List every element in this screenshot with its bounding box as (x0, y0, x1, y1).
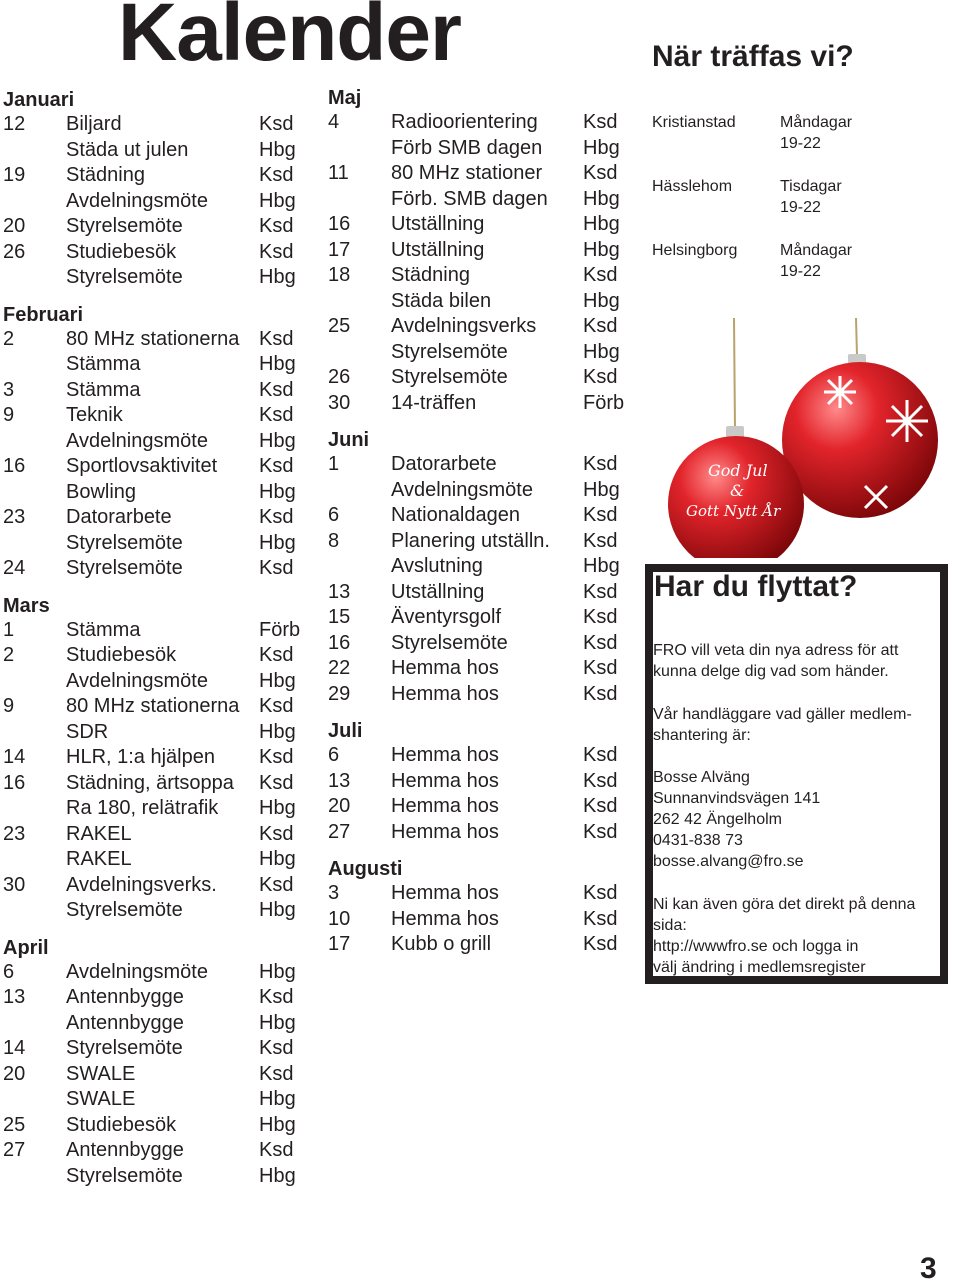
calendar-entry (328, 769, 638, 795)
entry-event: Städa bilen (391, 289, 492, 312)
entry-event: Studiebesök (66, 644, 177, 666)
entry-event: Datorarbete (66, 506, 172, 528)
entry-place: Ksd (583, 682, 618, 705)
calendar-entry (3, 480, 313, 506)
calendar-entry (3, 1036, 313, 1062)
calendar-entry (328, 503, 638, 529)
entry-event: Förb SMB dagen (391, 136, 543, 159)
calendar-entry (328, 391, 638, 417)
month-heading: Februari (3, 303, 84, 326)
month-heading: Maj (328, 87, 362, 109)
entry-place: Hbg (259, 669, 296, 692)
entry-event: Ra 180, relätrafik (66, 797, 219, 819)
entry-place: Ksd (259, 378, 294, 401)
entry-event: 80 MHz stationerna (66, 695, 240, 717)
entry-event: Antennbygge (66, 986, 184, 1008)
entry-event: Styrelsemöte (66, 266, 183, 288)
meeting-hours: 19-22 (780, 199, 821, 216)
entry-event: Avslutning (391, 555, 483, 577)
entry-event: Radioorientering (391, 111, 538, 133)
entry-place: Ksd (259, 822, 294, 845)
entry-place: Ksd (583, 580, 618, 603)
calendar-entry (3, 796, 313, 822)
entry-event: Styrelsemöte (66, 531, 183, 554)
entry-date: 24 (3, 557, 26, 579)
entry-event: Studiebesök (66, 1113, 177, 1136)
entry-event: Antennbygge (66, 1011, 184, 1034)
entry-place: Ksd (259, 215, 294, 237)
entry-place: Hbg (259, 1164, 296, 1187)
entry-place: Ksd (583, 315, 618, 337)
calendar-entry (3, 1087, 313, 1113)
entry-event: Hemma hos (391, 744, 499, 766)
entry-date: 20 (328, 795, 351, 817)
entry-date: 30 (328, 391, 351, 414)
entry-place: Ksd (583, 366, 618, 388)
entry-event: Hemma hos (391, 795, 499, 817)
entry-event: Hemma hos (391, 682, 499, 705)
contact-street: Sunnanvindsvägen 141 (653, 790, 821, 807)
entry-date: 16 (328, 213, 351, 235)
entry-event: Äventyrsgolf (391, 606, 502, 628)
calendar-entry (3, 138, 313, 164)
calendar-entry (3, 618, 313, 644)
entry-event: Datorarbete (391, 453, 497, 475)
entry-event: 80 MHz stationerna (66, 327, 240, 350)
entry-event: Sportlovsaktivitet (66, 455, 218, 477)
moved-notice-web: Ni kan även göra det direkt på denna sida: (653, 896, 916, 934)
entry-event: Hemma hos (391, 820, 499, 843)
entry-place: Hbg (259, 1113, 296, 1136)
entry-place: Ksd (583, 882, 618, 904)
entry-event: Avdelningsmöte (66, 669, 208, 692)
entry-date: 2 (3, 644, 15, 666)
entry-date: 12 (3, 113, 26, 135)
entry-event: Styrelsemöte (66, 1164, 183, 1187)
entry-event: Styrelsemöte (66, 557, 183, 579)
contact-email[interactable]: bosse.alvang@fro.se (653, 853, 804, 870)
calendar-entry (3, 1164, 313, 1190)
entry-date: 6 (328, 504, 340, 526)
ornament-greeting-1: God Jul (708, 461, 768, 480)
entry-place: Ksd (583, 162, 618, 184)
entry-event: Avdelningsmöte (66, 189, 208, 212)
entry-place: Hbg (259, 138, 296, 161)
calendar-entry (3, 847, 313, 873)
calendar-entry (3, 378, 313, 404)
meeting-time (780, 112, 870, 154)
entry-date: 18 (328, 264, 351, 286)
entry-event: Utställning (391, 238, 485, 261)
meeting-hours: 19-22 (780, 135, 821, 152)
entry-event: Styrelsemöte (391, 631, 508, 654)
page-title: Kalender (118, 0, 461, 78)
calendar-entry (328, 289, 638, 315)
entry-event: Nationaldagen (391, 504, 520, 526)
calendar-entry (3, 163, 313, 189)
calendar-entry (328, 907, 638, 933)
entry-event: SWALE (66, 1062, 136, 1085)
entry-place: Ksd (259, 746, 294, 768)
calendar-entry (3, 429, 313, 455)
entry-date: 1 (3, 618, 15, 641)
calendar-entry (3, 694, 313, 720)
moved-notice-contact (653, 767, 945, 872)
moved-notice-title: Har du flyttat? (654, 570, 858, 603)
entry-place: Ksd (583, 453, 618, 475)
entry-place: Ksd (259, 557, 294, 579)
calendar-entry (3, 873, 313, 899)
entry-date: 14 (3, 746, 26, 768)
calendar-entry (3, 643, 313, 669)
entry-place: Hbg (583, 555, 620, 577)
entry-event: Städning (391, 264, 470, 286)
calendar-entry (3, 1138, 313, 1164)
page-number: 3 (920, 1252, 937, 1285)
entry-date: 9 (3, 404, 15, 426)
entry-date: 23 (3, 822, 26, 845)
calendar-entry (3, 189, 313, 215)
entry-place: Ksd (583, 631, 618, 654)
calendar-entry (328, 136, 638, 162)
entry-place: Ksd (583, 744, 618, 766)
calendar-entry (328, 161, 638, 187)
month-heading: April (3, 936, 49, 959)
entry-date: 17 (328, 238, 351, 261)
entry-event: RAKEL (66, 848, 132, 870)
entry-place: Ksd (259, 695, 294, 717)
entry-place: Ksd (259, 644, 294, 666)
entry-event: Styrelsemöte (66, 899, 183, 921)
calendar-entry (328, 314, 638, 340)
entry-event: Bowling (66, 480, 137, 503)
entry-event: Hemma hos (391, 769, 499, 792)
meeting-day: Måndagar (780, 242, 853, 259)
entry-event: Avdelningsverks (391, 315, 537, 337)
entry-date: 25 (3, 1113, 26, 1136)
entry-date: 20 (3, 215, 26, 237)
entry-place: Hbg (259, 480, 296, 503)
calendar-entry (3, 556, 313, 582)
meeting-city: Kristianstad (652, 114, 736, 131)
entry-event: Hemma hos (391, 882, 499, 904)
entry-place: Ksd (583, 529, 618, 552)
ornament-string-right (856, 318, 857, 356)
entry-date: 29 (328, 682, 351, 705)
calendar-entry (3, 240, 313, 266)
calendar-entry (328, 820, 638, 846)
calendar-entry (328, 340, 638, 366)
meeting-time (780, 240, 870, 282)
contact-phone: 0431-838 73 (653, 832, 743, 849)
entry-place: Hbg (583, 213, 620, 235)
entry-place: Ksd (259, 1139, 294, 1161)
entry-place: Ksd (259, 164, 294, 186)
entry-event: Antennbygge (66, 1139, 184, 1161)
ornament-right (782, 362, 938, 518)
entry-place: Ksd (583, 907, 618, 930)
entry-place: Hbg (583, 340, 620, 363)
moved-notice-intro: FRO vill veta din nya adress för att kunna delge dig vad som händer. (653, 642, 899, 680)
entry-date: 4 (328, 111, 340, 133)
meeting-day: Tisdagar (780, 178, 842, 195)
calendar-entry (3, 1011, 313, 1037)
entry-place: Ksd (259, 986, 294, 1008)
calendar-entry (3, 403, 313, 429)
entry-date: 9 (3, 695, 15, 717)
entry-event: Avdelningsmöte (66, 960, 208, 983)
entry-place: Hbg (259, 189, 296, 212)
entry-event: Städning (66, 164, 145, 186)
entry-place: Ksd (583, 111, 618, 133)
entry-place: Hbg (583, 136, 620, 159)
entry-place: Hbg (259, 960, 296, 983)
entry-place: Ksd (583, 606, 618, 628)
entry-place: Hbg (259, 353, 296, 375)
entry-place: Förb (583, 391, 625, 414)
calendar-entry (3, 669, 313, 695)
entry-place: Ksd (259, 404, 294, 426)
entry-event: 80 MHz stationer (391, 162, 543, 184)
entry-place: Ksd (259, 1037, 294, 1059)
entry-place: Hbg (583, 238, 620, 261)
entry-place: Ksd (583, 820, 618, 843)
calendar-entry (3, 960, 313, 986)
entry-date: 26 (3, 240, 26, 263)
meeting-city: Helsingborg (652, 242, 738, 259)
calendar-entry (328, 682, 638, 708)
entry-event: 14-träffen (391, 391, 477, 414)
entry-date: 16 (3, 771, 26, 794)
entry-place: Ksd (583, 795, 618, 817)
calendar-entry (328, 452, 638, 478)
calendar-entry (328, 365, 638, 391)
entry-date: 3 (328, 882, 340, 904)
entry-date: 8 (328, 529, 340, 552)
entry-date: 23 (3, 506, 26, 528)
calendar-entry (328, 212, 638, 238)
contact-name: Bosse Alväng (653, 769, 750, 786)
entry-place: Hbg (583, 289, 620, 312)
entry-date: 30 (3, 873, 26, 896)
moved-notice-link[interactable]: http://wwwfro.se och logga in (653, 938, 859, 955)
entry-event: HLR, 1:a hjälpen (66, 746, 215, 768)
entry-event: Biljard (66, 113, 122, 135)
entry-date: 25 (328, 315, 351, 337)
entry-place: Ksd (583, 264, 618, 286)
calendar-entry (3, 898, 313, 924)
entry-date: 19 (3, 164, 26, 186)
moved-notice-handler: Vår handläggare vad gäller medlem-shantering är: (653, 706, 912, 744)
entry-place: Ksd (583, 504, 618, 526)
calendar-entry (3, 112, 313, 138)
entry-place: Ksd (259, 873, 294, 896)
calendar-entry (3, 265, 313, 291)
ornament-string-left (734, 318, 735, 430)
calendar-entry (328, 881, 638, 907)
entry-place: Hbg (259, 266, 296, 288)
entry-place: Hbg (259, 531, 296, 554)
meeting-city: Hässlehom (652, 178, 733, 195)
calendar-entry (3, 352, 313, 378)
entry-event: Utställning (391, 580, 485, 603)
entry-date: 15 (328, 606, 351, 628)
entry-event: SDR (66, 720, 109, 743)
entry-date: 27 (328, 820, 351, 843)
entry-place: Hbg (259, 1011, 296, 1034)
meeting-day: Måndagar (780, 114, 853, 131)
entry-place: Ksd (259, 113, 294, 135)
entry-event: Utställning (391, 213, 485, 235)
entry-event: SWALE (66, 1088, 136, 1110)
entry-date: 11 (328, 162, 349, 184)
calendar-entry (328, 238, 638, 264)
entry-date: 6 (328, 744, 340, 766)
calendar-entry (328, 580, 638, 606)
calendar-entry (3, 1062, 313, 1088)
entry-place: Hbg (259, 797, 296, 819)
entry-date: 26 (328, 366, 351, 388)
calendar-entry (328, 605, 638, 631)
calendar-entry (328, 263, 638, 289)
christmas-ornaments-illustration (660, 318, 940, 558)
entry-date: 20 (3, 1062, 26, 1085)
calendar-left-column (3, 88, 313, 1189)
entry-date: 13 (3, 986, 26, 1008)
entry-date: 27 (3, 1139, 26, 1161)
entry-event: Förb. SMB dagen (391, 187, 548, 210)
calendar-entry (3, 505, 313, 531)
entry-event: Stämma (66, 378, 141, 401)
calendar-entry (328, 187, 638, 213)
moved-notice-instruction: välj ändring i medlemsregister (653, 959, 866, 976)
calendar-entry (328, 743, 638, 769)
calendar-entry (328, 656, 638, 682)
calendar-entry (3, 720, 313, 746)
entry-date: 1 (328, 453, 340, 475)
entry-event: Stämma (66, 618, 141, 641)
calendar-entry (328, 110, 638, 136)
contact-city: 262 42 Ängelholm (653, 811, 782, 828)
entry-date: 6 (3, 960, 15, 983)
entry-place: Ksd (259, 1062, 294, 1085)
calendar-entry (3, 745, 313, 771)
entry-event: Avdelningsverks. (66, 873, 217, 896)
entry-place: Förb (259, 618, 301, 641)
calendar-middle-column (328, 86, 638, 958)
entry-place: Hbg (259, 429, 296, 452)
ornament-greeting-3: Gott Nytt År (686, 502, 781, 520)
entry-event: Styrelsemöte (66, 215, 183, 237)
entry-place: Ksd (259, 771, 294, 794)
entry-date: 10 (328, 907, 351, 930)
entry-date: 13 (328, 769, 351, 792)
entry-place: Ksd (583, 657, 618, 679)
entry-date: 22 (328, 657, 351, 679)
entry-event: Hemma hos (391, 907, 499, 930)
entry-date: 3 (3, 378, 15, 401)
entry-place: Hbg (259, 720, 296, 743)
entry-place: Ksd (259, 327, 294, 350)
meetings-title: När träffas vi? (652, 40, 854, 73)
calendar-entry (328, 631, 638, 657)
entry-place: Ksd (259, 455, 294, 477)
calendar-entry (328, 478, 638, 504)
month-heading: Januari (3, 89, 75, 111)
entry-date: 16 (328, 631, 351, 654)
calendar-entry (328, 529, 638, 555)
entry-event: Styrelsemöte (391, 340, 508, 363)
calendar-entry (328, 932, 638, 958)
entry-place: Hbg (259, 1088, 296, 1110)
entry-event: Städa ut julen (66, 138, 189, 161)
calendar-entry (328, 794, 638, 820)
calendar-entry (3, 771, 313, 797)
entry-event: Avdelningsmöte (66, 429, 208, 452)
entry-date: 14 (3, 1037, 26, 1059)
entry-event: Styrelsemöte (66, 1037, 183, 1059)
calendar-entry (3, 454, 313, 480)
entry-event: Styrelsemöte (391, 366, 508, 388)
meeting-time (780, 176, 870, 218)
calendar-entry (3, 327, 313, 353)
entry-place: Hbg (259, 848, 296, 870)
entry-date: 2 (3, 327, 15, 350)
entry-event: Avdelningsmöte (391, 478, 533, 501)
entry-event: Teknik (66, 404, 123, 426)
entry-event: RAKEL (66, 822, 132, 845)
calendar-entry (3, 822, 313, 848)
calendar-entry (328, 554, 638, 580)
calendar-entry (3, 531, 313, 557)
entry-date: 13 (328, 580, 351, 603)
month-heading: Juli (328, 720, 363, 742)
entry-event: Städning, ärtsoppa (66, 771, 234, 794)
entry-place: Ksd (583, 933, 618, 955)
calendar-entry (3, 985, 313, 1011)
calendar-entry (3, 214, 313, 240)
entry-place: Hbg (259, 899, 296, 921)
entry-place: Ksd (259, 506, 294, 528)
meeting-hours: 19-22 (780, 263, 821, 280)
entry-place: Ksd (259, 240, 294, 263)
entry-event: Studiebesök (66, 240, 177, 263)
entry-place: Hbg (583, 478, 620, 501)
entry-date: 17 (328, 933, 351, 955)
calendar-entry (3, 1113, 313, 1139)
ornament-greeting-2: & (730, 481, 745, 500)
entry-event: Hemma hos (391, 657, 499, 679)
entry-date: 16 (3, 455, 26, 477)
month-heading: Juni (328, 429, 370, 451)
month-heading: Mars (3, 594, 50, 617)
month-heading: Augusti (328, 858, 403, 880)
entry-event: Kubb o grill (391, 933, 492, 955)
entry-event: Stämma (66, 353, 141, 375)
entry-place: Ksd (583, 769, 618, 792)
entry-place: Hbg (583, 187, 620, 210)
entry-event: Planering utställn. (391, 529, 550, 552)
